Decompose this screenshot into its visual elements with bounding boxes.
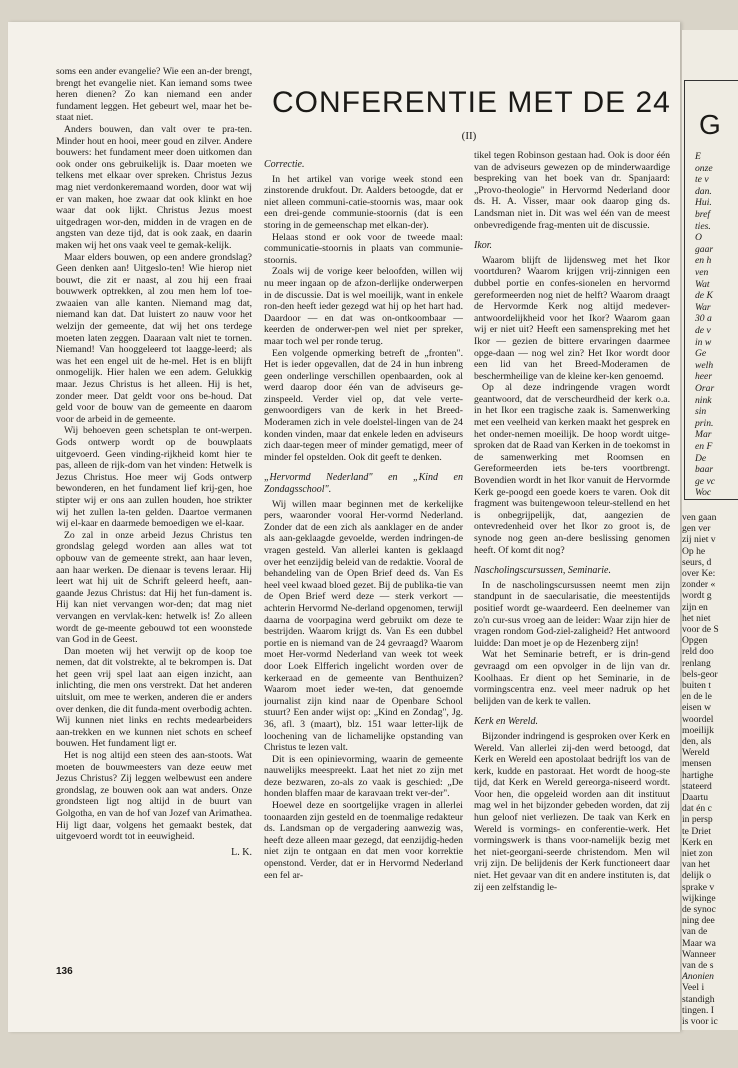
paragraph: Wij behoeven geen schetsplan te ont-werpen. Gods ontwerp wordt op de bouwplaats uitgevoerd. Geen vinding-rijkheid komt hier te pas, alleen de rijk-dom van het vinden: Hetwelk is Jezus Christus. Hoe meer wij Gods ontwerp bewonderen, en het fundament lief krij-gen, hoe stipter wij er ons aan zullen houden, hoe strikter wij het zullen la-ten gelden. Daartoe vermanen wij el-kaar en daarmede bemoedigen we el-kaar. [56, 425, 252, 530]
text-fragment: en de le [682, 691, 712, 703]
box-text-fragment: Wat [695, 278, 710, 290]
text-fragment: Veel i [682, 982, 705, 994]
text-fragment: Anonien [682, 971, 714, 983]
text-fragment: Wanneer [682, 948, 716, 960]
article-column-2 [264, 150, 463, 1020]
text-fragment: wordt g [682, 590, 712, 602]
text-fragment: van het [682, 859, 710, 871]
section-heading: Correctie. [264, 159, 305, 170]
paragraph: Wat het Seminarie betreft, er is drin-gend gevraagd om een opvolger in de lijn van dr. Koolhaas. Er dient op het Seminarie, in de vormingscentra enz. veel meer nadruk op het belijden van de kerk te vallen. [474, 649, 670, 707]
box-text-fragment: 30 a [695, 313, 712, 325]
box-text-fragment: Ge [695, 348, 707, 360]
box-text-fragment: in w [695, 336, 712, 348]
paragraph: Dit is een opinievorming, waarin de gemeente nauwelijks meespreekt. Laat het niet zo zijn met deze bezwaren, zo-als zo vaak is geschied: „De honden blaffen maar de karavaan trekt ver-der". [264, 753, 463, 800]
magazine-page-left [8, 22, 680, 1032]
box-text-fragment: de v [695, 325, 711, 336]
paragraph: Hoewel deze en soortgelijke vragen in allerlei toonaarden zijn gesteld en de toenmalige redakteur ds. Landsman op de vergadering aanwezig was, heeft deze alleen maar gezegd, dat eenzijdig-heden niet zijn te ontgaan en dat men voor korrektie openstond. Verder, dat er in Hervormd Nederland een fel ar- [264, 800, 463, 881]
paragraph: Helaas stond er ook voor de tweede maal: communicatie-stoornis in plaats van communie-stoornis. [264, 231, 463, 266]
paragraph: Maar elders bouwen, op een andere grondslag? Geen denken aan! Uitgeslo-ten! Wie hierop niet bouwt, die zit er naast, al zou hij een fraai bouwwerk optrekken, al zou men hem lof toe-zwaaien van alle kanten. Niemand mag dat, niemand kan dat. Dat luistert zo nauw voor het welzijn der gemeente, dat wij het ons terdege moeten laten zeggen. Daaraan valt niet te tornen. Niemand! Van hooggeleerd tot laagge-leerd; als was het een engel uit de he-mel. Het is en blijft onmogelijk. Hier halen we een adem. Gelukkig maar. Jezus Christus is het alleen. Hij is het, zonder meer. Dat geldt voor ons be-houd. Dat geld voor de bouw van de gemeente en daarom voor de arbeid in de gemeente. [56, 251, 252, 425]
text-fragment: zij niet v [682, 534, 716, 546]
paragraph: Op al deze indringende vragen wordt geantwoord, dat de verscheurdheid der kerk o.a. in het Ikor een tragische zaak is. Samenwerking met een veelheid van kerken maakt het gesprek en het onder-nemen moeilijk. De hoop wordt uitge-sproken dat de Raad van Kerken in de toekomst in de samenwerking met Roomsen en Gereformeerden iets be-ters voortbrengt. Bovendien wordt in het Ikor vanuit de Hervormde Kerk ge-poogd een goede koers te varen. Ook dit fragment was buitengewoon teleur-stellend en het is onbegrijpelijk, dat, aangezien de ontevredenheid over het Ikor zo groot is, de synode nog geen an-dere beslissing genomen heeft. Of komt dit nog? [474, 382, 670, 556]
article-subtitle: (II) [461, 130, 477, 142]
text-fragment: stateerd [682, 780, 712, 792]
text-fragment: renlang [682, 657, 711, 669]
box-text-fragment: welh [695, 359, 714, 371]
text-fragment: Opgen [682, 635, 708, 647]
section-heading: Ikor. [474, 240, 493, 252]
paragraph: In de nascholingscursussen neemt men zijn standpunt in de saecularisatie, die meestentijds positief wordt ge-waardeerd. Een deelnemer van zo'n cur-sus vroeg aan de leider: Waar zijn hier de vragen rondom God-ziel-zaligheid? Het antwoord luidde: Dan moet je op de Hezenberg zijn! [474, 579, 670, 649]
box-text-fragment: Mar [695, 429, 712, 441]
paragraph: Zo zal in onze arbeid Jezus Christus ten grondslag gelegd worden aan alles wat tot opbouw van de gemeente strekt, aan haar leven, aan haar werken. De dienaar is tevens leraar. Hij leert wat hij uit de Schrift geleerd heeft, aan-gaande Jezus Christus: dat Hij het fun-dament is. Hij kan niet vervangen wor-den; dat mag niet vervangen en vervlak-ken: hetwelk is! Zo alleen wordt de ge-meente gebouwd tot een woonstede van God in de Geest. [56, 529, 252, 646]
box-text-fragment: onze [695, 162, 713, 174]
box-text-fragment: baar [695, 464, 714, 476]
text-fragment: Wereld [682, 747, 710, 759]
text-fragment: tingen. I [682, 1004, 714, 1016]
box-text-fragment: bref [695, 209, 711, 220]
text-fragment: buiten t [682, 680, 712, 691]
box-text-fragment: nink [695, 394, 712, 406]
box-initial: G [699, 109, 721, 140]
author-signature: L. K. [231, 846, 252, 858]
text-fragment: delijk o [682, 870, 712, 882]
text-fragment: den, als [682, 736, 712, 747]
paragraph: Waarom blijft de lijdensweg met het Ikor voortduren? Waarom krijgen vrij-zinnigen een dubbel portie en confes-sionelen en hervormd gereformeerden nog niet de helft? Waarom draagt de Hervormde Kerk nog altijd medever-antwoordelijkheid voor het Ikor? Waarom gaan wij er niet uit? Heeft een samenspreking met het Ikor — gezien de bittere ervaringen daarmee opge-daan — nog wel zin? Het Ikor wordt door een lid van het Breed-Moderamen de beschermheilige van de kleine ker-ken genoemd. [474, 254, 670, 382]
text-fragment: niet zon [682, 848, 713, 859]
box-text-fragment: en h [695, 255, 712, 267]
boxed-article-fragment [684, 80, 738, 500]
text-fragment: sprake v [682, 881, 715, 893]
box-text-fragment: de K [695, 290, 713, 302]
box-text-fragment: dan. [695, 185, 712, 197]
text-fragment: is voor ic [682, 1016, 718, 1027]
text-fragment: te Driet [682, 825, 712, 837]
text-fragment: mensen [682, 758, 712, 770]
box-text-fragment: Orar [695, 383, 715, 394]
text-fragment: Maar wa [682, 937, 716, 949]
section-heading: „Hervormd Nederland" en „Kind en Zondagsschool". [264, 472, 463, 496]
paragraph: Bijzonder indringend is gesproken over Kerk en Wereld. Van allerlei zij-den werd betoogd, dat Kerk en Wereld een apostolaat bedrijft los van de kerk, kudde en pastoraat. Het wordt de hoog-ste tijd, dat Kerk en Wereld gereorga-niseerd wordt. Voor hen, die opgeleid worden aan dit instituut mag wel in het bijzonder gebeden worden, dat zij hun geloof niet verliezen. De taak van Kerk en Wereld is vormings- en conferentie-werk. Het vormingswerk is thans voor-namelijk bezig met het niet-georgani-seerde christendom. Men wil vrij zijn. De belijdenis der Kerk functioneert daar niet. Het gevaar van dit en andere instituten is, dat zij een zelfstandig le- [474, 730, 670, 893]
box-text-fragment: en F [695, 441, 713, 452]
article-column-1 [56, 66, 252, 956]
text-fragment: voor de S [682, 624, 719, 635]
section-heading: Nascholingscursussen, Seminarie. [474, 565, 611, 577]
text-fragment: woordel [682, 713, 714, 725]
box-text-fragment: Woc [695, 487, 712, 499]
paragraph: Zoals wij de vorige keer beloofden, willen wij nu meer ingaan op de afzon-derlijke onderwerpen in de discussie. Dat is wel moeilijk, want in enkele ron-den heeft ieder gezegd wat hij op het hart had. Daardoor — en dat was on-ontkoombaar — keerden de onderwer-pen wel niet per spreker, maar toch wel per ronde terug. [264, 266, 463, 347]
paragraph: In het artikel van vorige week stond een zinstorende drukfout. Dr. Aalders betoogde, dat er niet alleen communi-catie-stoornis was, maar ook een drei-gende communie-stoornis (dat is een storing in de gemeenschap met elkan-der). [264, 173, 463, 231]
text-fragment: ning dee [682, 915, 715, 927]
box-text-fragment: heer [695, 371, 713, 383]
box-text-fragment: ven [695, 267, 709, 278]
text-fragment: gen ver [682, 523, 711, 535]
box-text-fragment: E [695, 151, 701, 162]
text-fragment: van de [682, 926, 708, 938]
box-text-fragment: sin [695, 406, 707, 418]
box-text-fragment: prin. [695, 417, 714, 429]
magazine-page-right-edge [682, 30, 738, 1030]
paragraph: Wij willen maar beginnen met de kerkelijke pers, waaronder vooral Her-vormd Nederland. Zonder dat de een zich als aanklager en de ander als aan-geklaagde gevoelde, werden indringen-de vragen gesteld. Van allerlei kanten is geklaagd over het eenzijdig beleid van de redaktie. Vooral de behandeling van de Open Brief deed ds. Van Es heel veel kwaad bloed gezet. Bij de publika-tie van de Open Brief werd deze — sterk verkort — achterin Hervormd Ne-derland opgenomen, terwijl daarna de voorpagina werd gebruikt om deze te bestrijden. Waarom krijgt ds. Van Es een dubbel portie en is niemand van de 24 gevraagd? Waarom moet Her-vormd Nederland van week tot week door Loek Elfferich ingelicht worden over de kerkeraad en de gemeente van Benthuizen? Waarom moet ieder we-ten, dat genoemde journalist zijn kind naar de Openbare School stuurt? Een ander wijst op: „Kind en Zondag", Jg. 36, afl. 3 (maart), blz. 151 waar letter-lijk de loochening van de lichamelijke opstanding van Christus te lezen valt. [264, 498, 463, 754]
text-fragment: van de s [682, 960, 714, 971]
text-fragment: wijkinge [682, 892, 716, 904]
paragraph: Een volgende opmerking betreft de „fronten". Het is ieder opgevallen, dat de 24 in hun inbreng geen onderlinge verschillen openbaarden, ook al werd daarop door één van de adviseurs ge-zinspeeld. Verder viel op, dat vele verte-genwoordigers van de kerk in het Breed-Moderamen zich in vele doelstel-lingen van de 24 konden vinden, maar dat enkele leden en adviseurs zich daar-tegen meer of minder gematigd, meer of minder fel opstelden. Ook dit geeft te denken. [264, 347, 463, 463]
box-text-fragment: De [695, 452, 707, 464]
paragraph: soms een ander evangelie? Wie een an-der brengt, brengt het evangelie niet. Kan iemand soms twee heren dienen? Zo kan niemand een ander fundament leggen. Het gebeurt wel, maar het be-staat niet. [56, 66, 252, 124]
text-fragment: in persp [682, 814, 713, 826]
text-fragment: standigh [682, 993, 715, 1005]
paragraph: Dan moeten wij het verwijt op de koop toe nemen, dat dit volstrekte, al te bekrompen is. Dat het geen vrij spel laat aan eigen inzicht, aan inlichting, die men ons verstrekt. Dat het anderen uitsluit, om mee te werken, anderen die er anders over denken, die dit funda-ment overbodig achten. Wij kunnen niet links en rechts medearbeiders aan-trekken en we kunnen niet schots en scheef bouwen. Het fundament ligt er. [56, 645, 252, 750]
text-fragment: de synoc [682, 904, 716, 915]
paragraph: Anders bouwen, dan valt over te pra-ten. Minder hout en hooi, meer goud en zilver. Andere bouwers: het fundament meer doen uitkomen dan ook onder ons gebruikelijk is. Daar moeten we telkens met elkaar over spreken. Christus Jezus mag niet verdonkeremaand worden, door wat wij er van maken, hoe zwaar dat ook klinkt en hoe waar dat ook lijkt. Christus Jezus moest uitgedragen wor-den, midden in de vragen en de angsten van deze tijd, dat is ook zaak, en daarin maken wij het ons vaak veel te gemak-kelijk. [56, 123, 252, 251]
text-fragment: dat én c [682, 803, 712, 815]
text-fragment: Daartu [682, 792, 709, 803]
box-text-fragment: War [695, 301, 711, 313]
section-heading: Kerk en Wereld. [474, 716, 538, 728]
text-fragment: eisen w [682, 702, 712, 714]
text-fragment: zonder « [682, 579, 716, 591]
box-text-fragment: O [695, 232, 702, 244]
paragraph: tikel tegen Robinson gestaan had. Ook is door één van de adviseurs gewezen op de minderwaardige bespreking van het boek van dr. Spanjaard: „Provo-theologie" in Hervormd Nederland door ds. H. A. Visser, maar ook daarop ging ds. Landsman niet in. Dit was wel één van de meest onbevredigende frag-menten uit de discussie. [474, 150, 670, 231]
article-title: CONFERENTIE MET DE 24 [272, 86, 671, 119]
box-text-fragment: gaar [695, 243, 714, 255]
text-fragment: Op he [682, 545, 706, 557]
text-fragment: zijn en [682, 601, 708, 613]
box-text-fragment: Hui. [695, 197, 712, 209]
text-fragment: seurs, d [682, 556, 712, 568]
text-fragment: over Ke: [682, 568, 716, 579]
text-fragment: ven gaan [682, 512, 717, 523]
paragraph: Het is nog altijd een steen des aan-stoots. Wat moeten de bouwmeesters van deze eeuw met Jezus Christus? Zij leggen welbewust een andere grondslag, ze bouwen ook aan wat anders. Onze grondsteen ligt nog altijd in de buurt van Golgotha, en van de hof van Jozef van Arimathea. Hij ligt daar, volgens het gemaakt bestek, dat uitgevoerd wordt tot in eeuwigheid. [56, 750, 252, 843]
page-number: 136 [56, 966, 73, 977]
text-fragment: bels-geor [682, 668, 718, 680]
text-fragment: moeilijk [682, 724, 714, 736]
text-fragment: reld doo [682, 646, 714, 658]
text-fragment: hartighe [682, 769, 714, 781]
box-text-fragment: ties. [695, 220, 711, 232]
box-text-fragment: ge vc [695, 475, 715, 487]
box-text-fragment: te v [695, 174, 709, 186]
article-column-3 [474, 150, 670, 1020]
text-fragment: Kerk en [682, 836, 713, 848]
text-fragment: het niet [682, 612, 711, 624]
